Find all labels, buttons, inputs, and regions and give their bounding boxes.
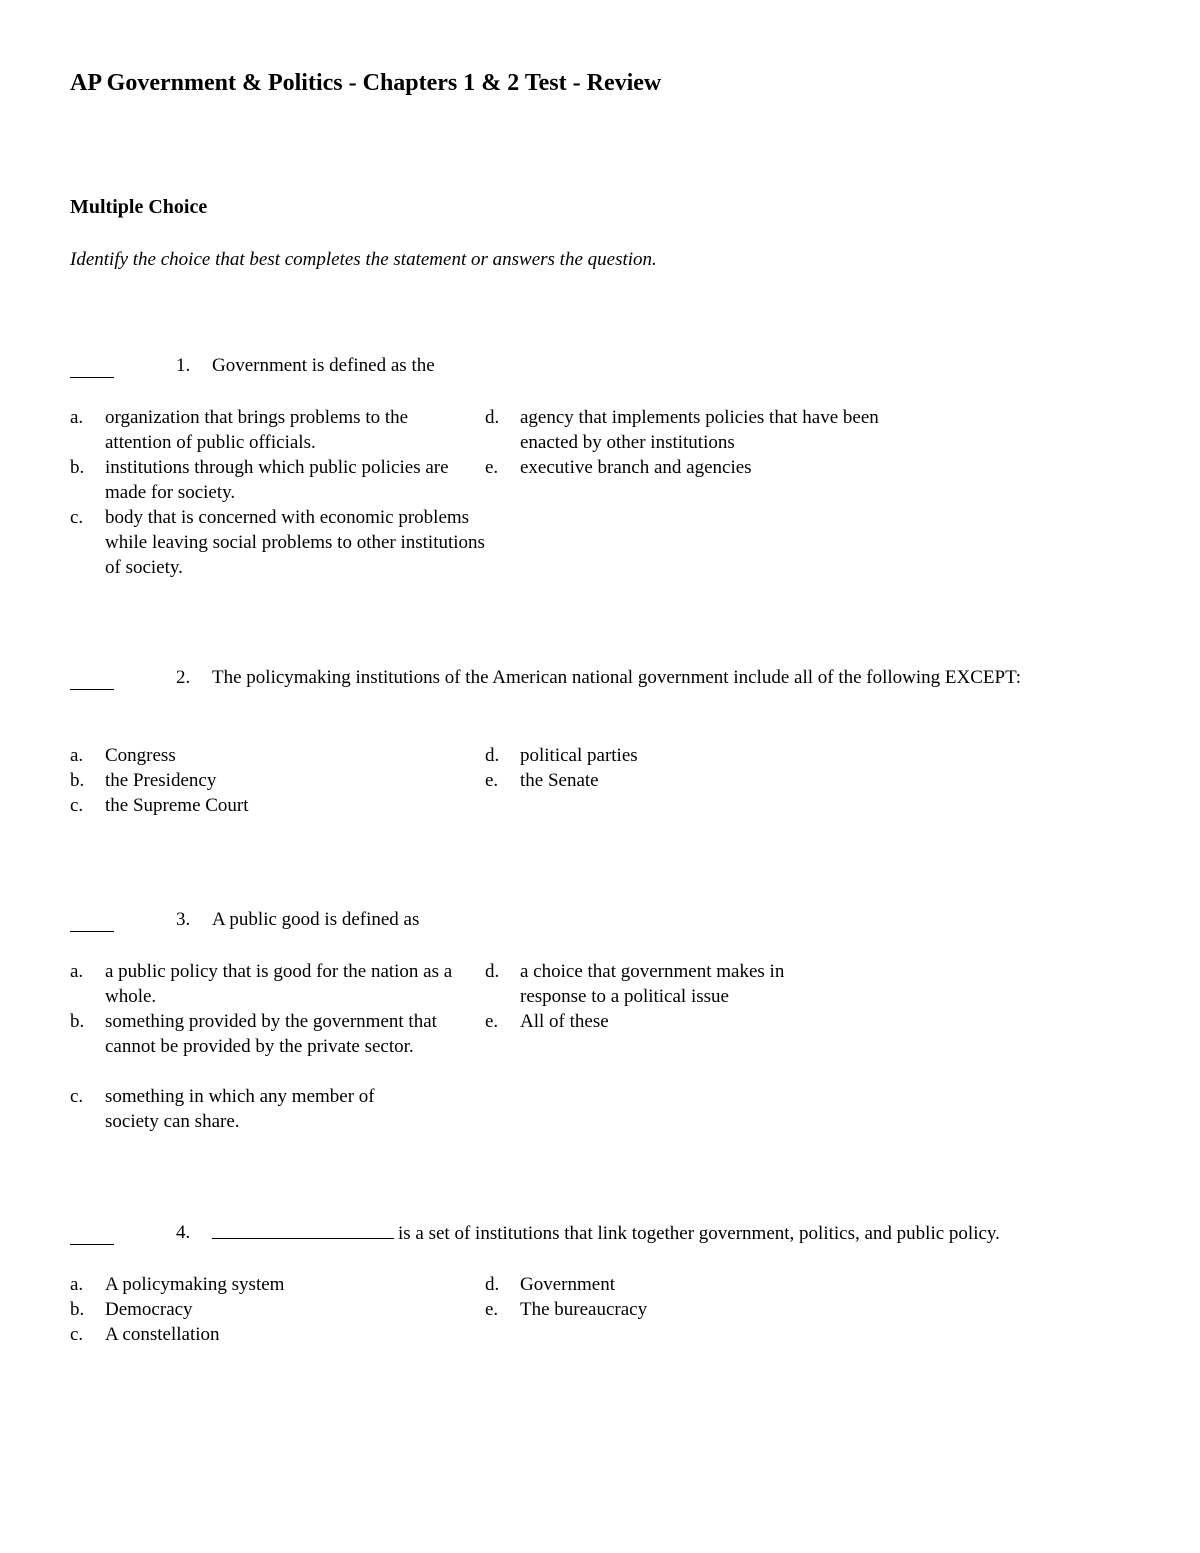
choice-text: Congress [105,745,176,766]
question-text-wrap [212,1220,1112,1246]
choice-letter: e. [485,1011,499,1032]
choice-text: The bureaucracy [520,1299,648,1320]
choice-letter: c. [70,507,84,528]
choice-text: body that is concerned with economic problems while leaving social problems to other institutions of society. [105,507,485,578]
question-3 [0,907,1200,932]
choice-letter: c. [70,1086,84,1107]
choice-text: executive branch and agencies [520,457,752,478]
choice-text: something in which any member of society can share. [105,1086,375,1132]
fill-in-blank[interactable] [212,1220,394,1239]
choice-letter: d. [485,407,500,428]
question-2 [0,665,1200,690]
question-4 [0,1220,1200,1245]
question-text: The policymaking institutions of the American national government include all of the following EXCEPT: [212,667,1022,688]
question-text: is a set of institutions that link together government, politics, and public policy. [398,1223,1000,1244]
question-number: 2. [176,667,191,688]
choice-letter: b. [70,770,85,791]
choice-letter: a. [70,961,84,982]
choice-letter: b. [70,1299,85,1320]
choice-letter: a. [70,1274,84,1295]
choice-letter: b. [70,457,85,478]
choice-text: A policymaking system [105,1274,285,1295]
question-number: 4. [176,1222,191,1243]
choice-text: agency that implements policies that have been enacted by other institutions [520,407,879,453]
instructions: Identify the choice that best completes the statement or answers the question. [70,249,657,270]
choice-letter: d. [485,745,500,766]
choice-letter: e. [485,1299,499,1320]
choice-text: something provided by the government that cannot be provided by the private sector. [105,1011,437,1057]
answer-blank-2[interactable] [70,665,114,690]
answer-blank-1[interactable] [70,353,114,378]
choice-text: the Supreme Court [105,795,249,816]
choice-text: All of these [520,1011,609,1032]
choice-text: institutions through which public policies are made for society. [105,457,449,503]
answer-blank-4[interactable] [70,1220,114,1245]
choice-text: Government [520,1274,615,1295]
choice-text: the Presidency [105,770,217,791]
choice-text: political parties [520,745,638,766]
choice-letter: b. [70,1011,85,1032]
choice-letter: c. [70,1324,84,1345]
section-heading: Multiple Choice [70,196,208,218]
choice-letter: a. [70,407,84,428]
question-text: Government is defined as the [212,355,435,376]
choice-letter: d. [485,1274,500,1295]
choice-text: the Senate [520,770,599,791]
choice-text: a public policy that is good for the nation as a whole. [105,961,453,1007]
choice-text: Democracy [105,1299,193,1320]
choice-text: a choice that government makes in response to a political issue [520,961,785,1007]
choice-letter: d. [485,961,500,982]
question-number: 3. [176,909,191,930]
choice-text: A constellation [105,1324,220,1345]
question-1 [0,353,1200,378]
choice-text: organization that brings problems to the attention of public officials. [105,407,409,453]
question-number: 1. [176,355,191,376]
question-text: A public good is defined as [212,909,420,930]
answer-blank-3[interactable] [70,907,114,932]
choice-letter: c. [70,795,84,816]
choice-letter: e. [485,457,499,478]
page-title: AP Government & Politics - Chapters 1 & 2 Test - Review [70,70,662,96]
choice-letter: e. [485,770,499,791]
choice-letter: a. [70,745,84,766]
